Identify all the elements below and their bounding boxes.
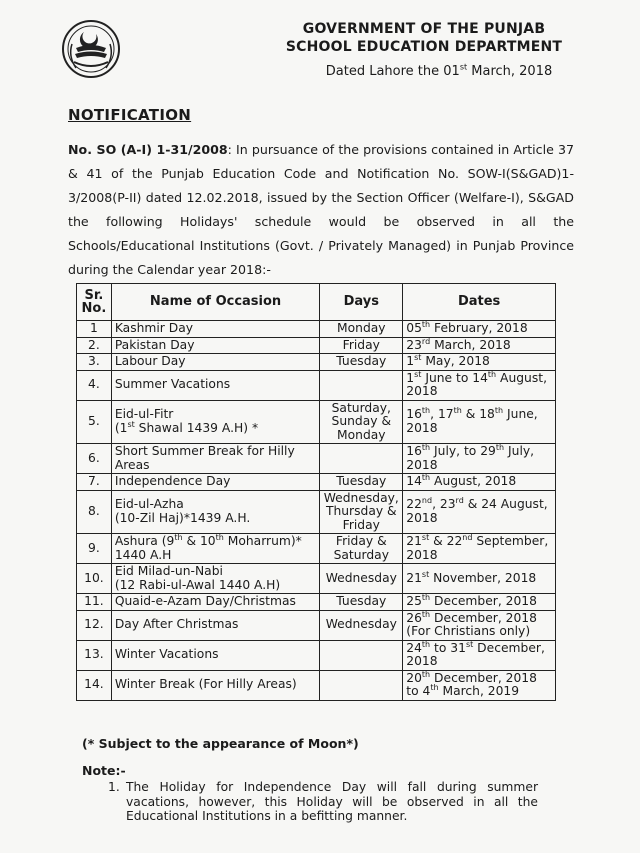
department-title: SCHOOL EDUCATION DEPARTMENT [285,39,563,55]
row-days: Wednesday, Thursday & Friday [320,490,403,534]
row-dates: 24th to 31st December, 2018 [403,640,556,670]
row-occasion: Eid-ul-Fitr (1st Shawal 1439 A.H) * [111,400,320,444]
row-occasion: Eid Milad-un-Nabi (12 Rabi-ul-Awal 1440 A.H) [111,564,320,594]
row-days: Tuesday [320,354,403,371]
row-days: Wednesday [320,610,403,640]
notification-body [68,138,574,282]
table-row [77,400,556,444]
row-occasion: Kashmir Day [111,321,320,338]
row-days: Friday & Saturday [320,534,403,564]
row-dates: 14th August, 2018 [403,474,556,491]
row-dates: 21st & 22nd September, 2018 [403,534,556,564]
column-header-dates: Dates [403,284,556,321]
row-days: Wednesday [320,564,403,594]
row-occasion: Winter Break (For Hilly Areas) [111,670,320,700]
table-row [77,564,556,594]
row-sr: 12. [77,610,112,640]
note-item-text: The Holiday for Independence Day will fall during summer vacations, however, this Holiday will be observed in all the Educational Institutions in a befitting manner. [126,780,538,823]
column-header-sr: Sr. No. [77,284,112,321]
table-row [77,490,556,534]
row-occasion: Independence Day [111,474,320,491]
row-days: Friday [320,337,403,354]
row-days: Tuesday [320,474,403,491]
row-dates: 21st November, 2018 [403,564,556,594]
row-dates: 20th December, 2018 to 4th March, 2019 [403,670,556,700]
issue-date: Dated Lahore the 01st March, 2018 [325,62,553,79]
table-header-row [77,284,556,321]
row-dates: 23rd March, 2018 [403,337,556,354]
punjab-government-seal-icon [60,18,122,80]
table-row [77,337,556,354]
table-row [77,534,556,564]
row-dates: 05th February, 2018 [403,321,556,338]
table-row [77,640,556,670]
column-header-days: Days [320,284,403,321]
row-occasion: Summer Vacations [111,370,320,400]
table-row [77,670,556,700]
row-sr: 3. [77,354,112,371]
table-row [77,610,556,640]
table-row [77,594,556,611]
document-header [274,20,574,80]
moon-subject-note: (* Subject to the appearance of Moon*) [82,736,359,751]
row-sr: 4. [77,370,112,400]
row-sr: 8. [77,490,112,534]
column-header-name: Name of Occasion [111,284,320,321]
reference-number: No. SO (A-I) 1-31/2008 [68,142,228,157]
row-dates: 16th July, to 29th July, 2018 [403,444,556,474]
row-occasion: Short Summer Break for Hilly Areas [111,444,320,474]
row-sr: 9. [77,534,112,564]
table-row [77,444,556,474]
row-occasion: Quaid-e-Azam Day/Christmas [111,594,320,611]
row-occasion: Labour Day [111,354,320,371]
row-days [320,444,403,474]
row-sr: 6. [77,444,112,474]
table-row [77,354,556,371]
note-item-number: 1. [108,780,120,794]
table-body [77,321,556,701]
row-days: Tuesday [320,594,403,611]
row-sr: 10. [77,564,112,594]
row-dates: 22nd, 23rd & 24 August, 2018 [403,490,556,534]
notification-title: NOTIFICATION [68,106,192,124]
row-days [320,370,403,400]
row-occasion: Winter Vacations [111,640,320,670]
row-occasion: Eid-ul-Azha (10-Zil Haj)*1439 A.H. [111,490,320,534]
row-dates: 26th December, 2018 (For Christians only) [403,610,556,640]
holiday-schedule-table [76,283,556,701]
row-sr: 1 [77,321,112,338]
government-title: GOVERNMENT OF THE PUNJAB [302,21,546,37]
body-text: : In pursuance of the provisions contained in Article 37 & 41 of the Punjab Education Code and Notification No. SOW-I(S&GAD)1-3/2008(P-II) dated 12.02.2018, issued by the Section Officer (Welfare-I), S&GAD the following Holidays' schedule would be observed in all the Schools/Educational Institutions (Govt. / Privately Managed) in Punjab Province during the Calendar year 2018:- [68,142,574,277]
row-days: Monday [320,321,403,338]
row-days: Saturday, Sunday & Monday [320,400,403,444]
table-row [77,321,556,338]
row-days [320,640,403,670]
row-sr: 2. [77,337,112,354]
row-occasion: Ashura (9th & 10th Moharrum)* 1440 A.H [111,534,320,564]
table-row [77,474,556,491]
row-sr: 11. [77,594,112,611]
row-sr: 13. [77,640,112,670]
row-sr: 5. [77,400,112,444]
note-label: Note:- [82,763,126,778]
row-dates: 16th, 17th & 18th June, 2018 [403,400,556,444]
row-sr: 7. [77,474,112,491]
row-dates: 1st May, 2018 [403,354,556,371]
row-occasion: Day After Christmas [111,610,320,640]
row-dates: 25th December, 2018 [403,594,556,611]
row-days [320,670,403,700]
row-occasion: Pakistan Day [111,337,320,354]
row-dates: 1st June to 14th August, 2018 [403,370,556,400]
row-sr: 14. [77,670,112,700]
table-row [77,370,556,400]
note-item [108,780,538,824]
